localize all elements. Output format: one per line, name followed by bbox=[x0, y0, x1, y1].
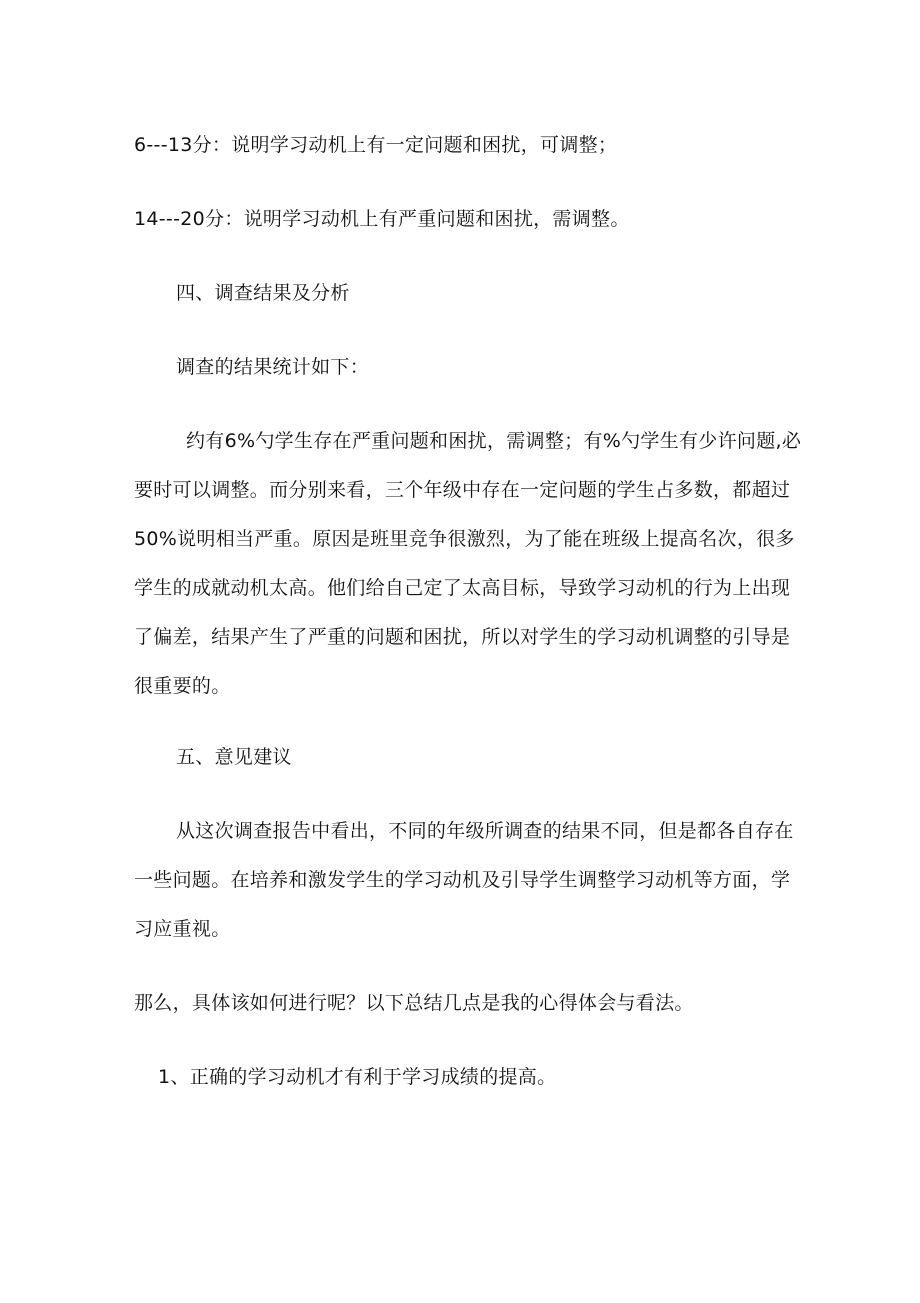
section-5-heading: 五、意见建议 bbox=[176, 746, 292, 768]
section-4-paragraph-line-3: 50%说明相当严重。原因是班里竞争很激烈，为了能在班级上提高名次，很多 bbox=[134, 528, 795, 550]
section-4-paragraph-line-2: 要时可以调整。而分别来看，三个年级中存在一定问题的学生占多数，都超过 bbox=[134, 479, 791, 501]
section-5-point-1: 1、正确的学习动机才有利于学习成绩的提高。 bbox=[158, 1066, 557, 1088]
section-5-paragraph-line-3: 习应重视。 bbox=[134, 918, 231, 940]
section-4-paragraph-line-4: 学生的成就动机太高。他们给自己定了太高目标，导致学习动机的行为上出现 bbox=[134, 577, 791, 599]
section-4-paragraph-line-6: 很重要的。 bbox=[134, 675, 231, 697]
section-4-paragraph-line-1: 约有6%勺学生存在严重问题和困扰，需调整；有%勺学生有少许问题,必 bbox=[186, 430, 802, 452]
section-4-intro: 调查的结果统计如下： bbox=[176, 356, 370, 378]
scoring-line-1: 6---13分：说明学习动机上有一定问题和困扰，可调整； bbox=[134, 134, 618, 156]
section-4-paragraph-line-5: 了偏差，结果产生了严重的问题和困扰，所以对学生的学习动机调整的引导是 bbox=[134, 626, 791, 648]
section-4-heading: 四、调查结果及分析 bbox=[176, 282, 350, 304]
section-5-paragraph-line-2: 一些问题。在培养和激发学生的学习动机及引导学生调整学习动机等方面，学 bbox=[134, 869, 791, 891]
section-5-question: 那么，具体该如何进行呢？以下总结几点是我的心得体会与看法。 bbox=[134, 992, 694, 1014]
scoring-line-2: 14---20分：说明学习动机上有严重问题和困扰，需调整。 bbox=[134, 208, 630, 230]
section-5-paragraph-line-1: 从这次调查报告中看出，不同的年级所调查的结果不同，但是都各自存在 bbox=[176, 820, 794, 842]
